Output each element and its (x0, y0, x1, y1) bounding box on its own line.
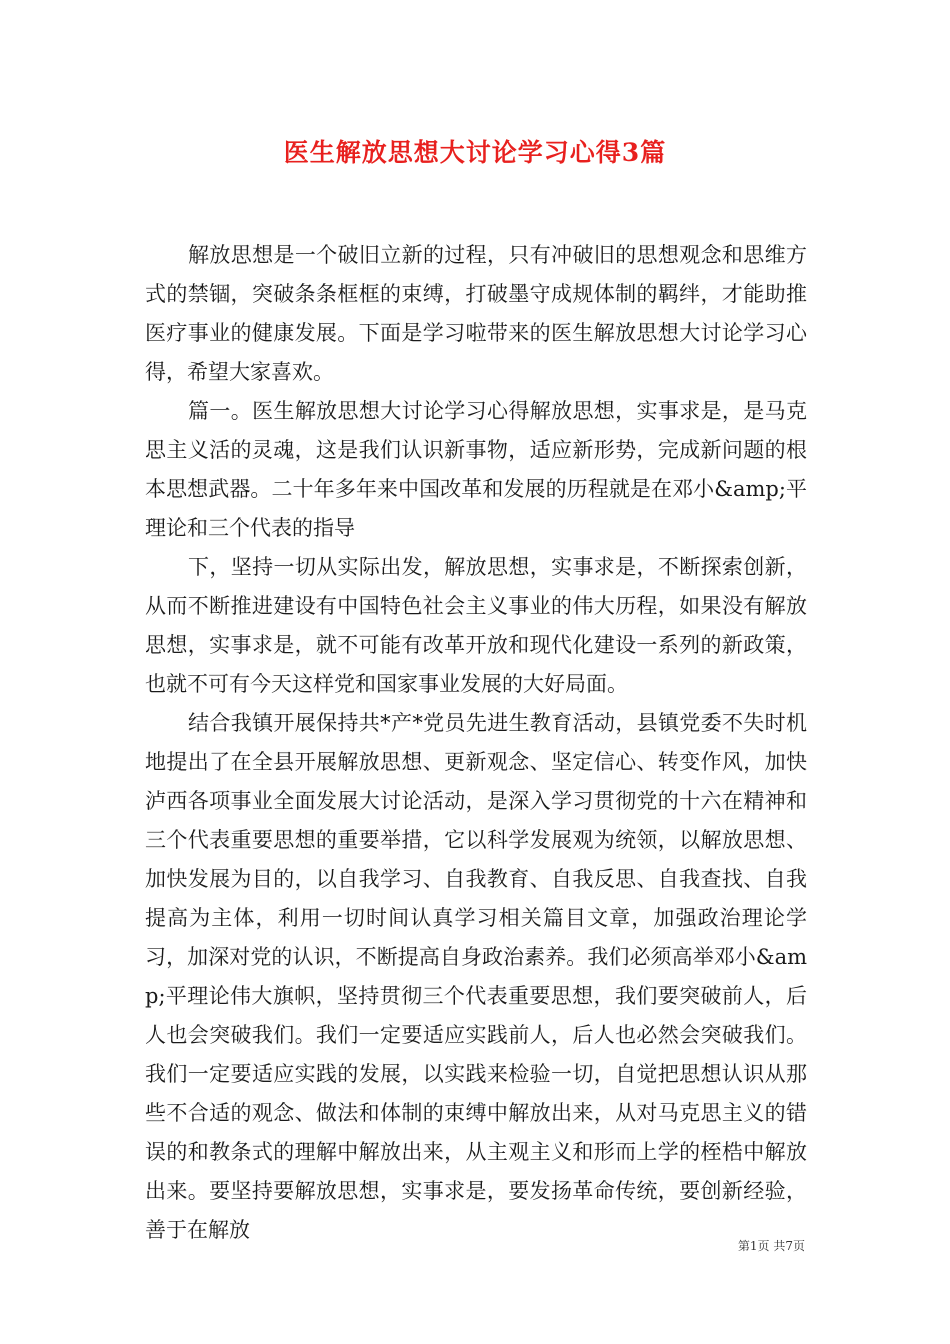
footer-current-page: 1 (749, 1239, 758, 1253)
paragraph-main: 结合我镇开展保持共*产*党员先进生教育活动，县镇党委不失时机地提出了在全县开展解放思想、更新观念、坚定信心、转变作风，加快泸西各项事业全面发展大讨论活动，是深入学习贯彻党的十六在精神和三个代表重要思想的重要举措，它以科学发展观为统领，以解放思想、加快发展为目的，以自我学习、自我教育、自我反思、自我查找、自我提高为主体，利用一切时间认真学习相关篇目文章，加强政治理论学习，加深对党的认识，不断提高自身政治素养。我们必须高举邓小&amp;平理论伟大旗帜，坚持贯彻三个代表重要思想，我们要突破前人，后人也会突破我们。我们一定要适应实践前人，后人也必然会突破我们。我们一定要适应实践的发展，以实践来检验一切，自觉把思想认识从那些不合适的观念、做法和体制的束缚中解放出来，从对马克思主义的错误的和教条式的理解中解放出来，从主观主义和形而上学的桎梏中解放出来。要坚持要解放思想，实事求是，要发扬革命传统，要创新经验，善于在解放 (145, 711, 807, 1242)
paragraph-part-one: 篇一。医生解放思想大讨论学习心得解放思想，实事求是，是马克思主义活的灵魂，这是我们认识新事物，适应新形势，完成新问题的根本思想武器。二十年多年来中国改革和发展的历程就是在邓小&amp;平理论和三个代表的指导 (145, 399, 807, 540)
footer-suffix: 页 (792, 1239, 805, 1253)
footer-total-pages: 7 (785, 1239, 793, 1253)
document-body (145, 236, 807, 1250)
footer-middle: 页 共 (757, 1239, 786, 1253)
paragraph-intro: 解放思想是一个破旧立新的过程，只有冲破旧的思想观念和思维方式的禁锢，突破条条框框的束缚，打破墨守成规体制的羁绊，才能助推医疗事业的健康发展。下面是学习啦带来的医生解放思想大讨论学习心得，希望大家喜欢。 (145, 243, 807, 384)
page-number-footer (738, 1237, 805, 1254)
footer-prefix: 第 (737, 1239, 750, 1253)
document-title: 医生解放思想大讨论学习心得3篇 (283, 138, 667, 167)
paragraph-continuation: 下，坚持一切从实际出发，解放思想，实事求是，不断探索创新，从而不断推进建设有中国特色社会主义事业的伟大历程，如果没有解放思想，实事求是，就不可能有改革开放和现代化建设一系列的新政策，也就不可有今天这样党和国家事业发展的大好局面。 (145, 555, 807, 696)
